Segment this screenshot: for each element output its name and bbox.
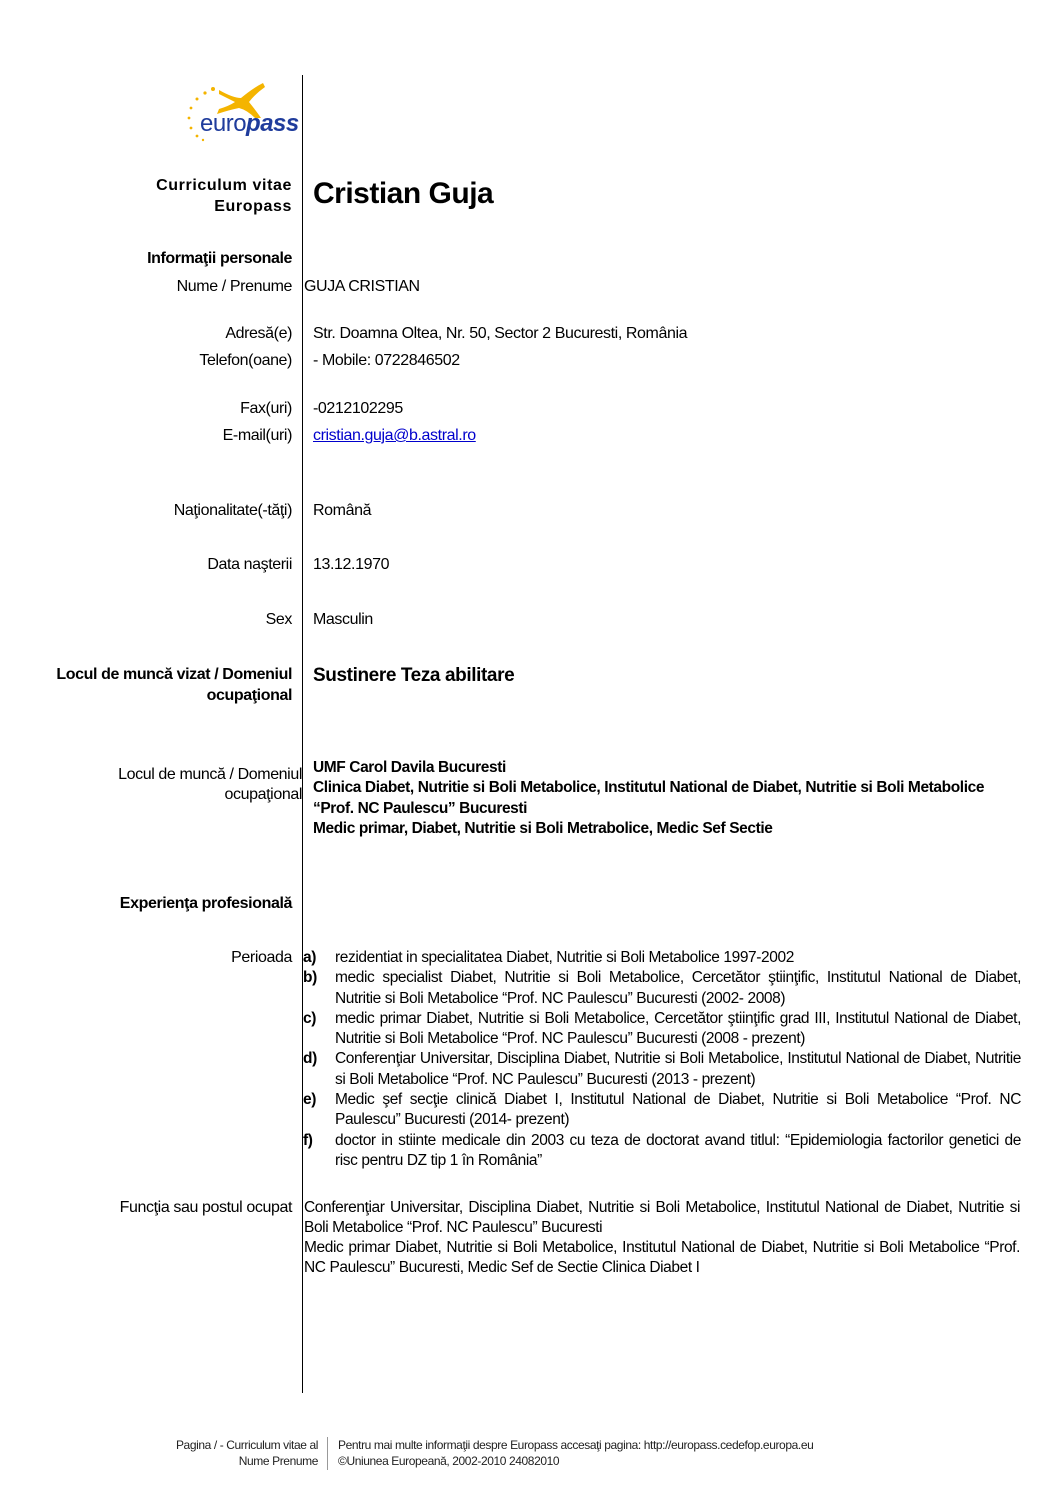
section-personal-info: Informaţii personale [147,250,292,267]
list-text: Medic şef secţie clinică Diabet I, Institutul National de Diabet, Nutritie si Boli Metabolice “Prof. NC Paulescu” Bucuresti (2014- prezent) [335,1091,1021,1129]
list-marker: a) [303,949,316,966]
current-label-line2: ocupaţional [224,786,302,803]
list-marker: e) [303,1091,316,1109]
value-phone: - Mobile: 0722846502 [313,352,460,369]
list-marker: d) [303,1050,317,1068]
cv-label [156,175,292,217]
list-text: doctor in stiinte medicale din 2003 cu teza de doctorat avand titlul: “Epidemiologia factorilor genetici de risc pentru DZ tip 1 în România” [335,1131,1021,1169]
list-text: medic primar Diabet, Nutritie si Boli Metabolice, Cercetător ştiinţific grad III, Institutul National de Diabet, Nutritie si Boli Metabolice “Prof. NC Paulescu” Bucuresti (2008 - prezent) [335,1009,1021,1048]
footer-left [176,1437,318,1469]
list-marker: c) [303,1009,316,1027]
desired-label-line1: Locul de muncă vizat / Domeniul [56,666,292,683]
value-sex: Masculin [313,611,373,628]
list-item [303,968,1021,1009]
current-job-label [118,765,302,805]
current-job-value [313,758,1021,839]
value-address: Str. Doamna Oltea, Nr. 50, Sector 2 Bucuresti, România [313,325,688,342]
position-line: Medic primar Diabet, Nutritie si Boli Metabolice, Institutul National de Diabet, Nutritie si Boli Metabolice “Prof. NC Paulescu” Bucuresti, Medic Sef de Sectie Clinica Diabet I [304,1239,1020,1276]
list-text: medic specialist Diabet, Nutritie si Boli Metabolice, Cercetător ştiinţific, Institutul National de Diabet, Nutritie si Boli Metabolice “Prof. NC Paulescu” Bucuresti (2002- 2008) [335,969,1021,1007]
label-position: Funcţia sau postul ocupat [119,1199,292,1216]
label-name: Nume / Prenume [176,278,292,295]
label-nationality: Naţionalitate(-tăţi) [173,502,292,519]
experience-list [303,948,1021,1171]
cv-label-line1: Curriculum vitae [156,177,292,194]
list-item [303,948,1021,968]
list-item [303,1090,1021,1131]
cv-label-line2: Europass [214,198,292,215]
section-experience: Experienţa profesională [119,895,292,912]
current-line: Medic primar, Diabet, Nutritie si Boli Metrabolice, Medic Sef Sectie [313,819,773,837]
list-item [303,1049,1021,1090]
label-email: E-mail(uri) [222,427,292,444]
desired-label-line2: ocupaţional [206,687,292,704]
list-text: rezidentiat in specialitatea Diabet, Nutritie si Boli Metabolice 1997-2002 [335,949,794,966]
europass-logo [183,78,301,144]
list-text: Conferenţiar Universitar, Disciplina Diabet, Nutritie si Boli Metabolice, Institutul National de Diabet, Nutritie si Boli Metabolice “Prof. NC Paulescu” Bucuresti (2013 - prezent) [335,1050,1021,1088]
current-line: Clinica Diabet, Nutritie si Boli Metabolice, Institutul National de Diabet, Nutritie si Boli Metabolice “Prof. NC Paulescu” Bucuresti [313,779,985,817]
footer-right-line2: ©Uniunea Europeană, 2002-2010 24082010 [338,1454,560,1468]
label-phone: Telefon(oane) [199,352,292,369]
label-period: Perioada [231,949,292,966]
desired-job-value: Sustinere Teza abilitare [313,665,515,686]
value-name: GUJA CRISTIAN [304,278,420,295]
footer-right [338,1437,813,1469]
list-marker: f) [303,1131,313,1149]
column-divider [302,75,303,1393]
email-link[interactable]: cristian.guja@b.astral.ro [313,427,476,444]
value-email-wrap [313,426,1021,446]
person-name: Cristian Guja [313,177,494,210]
value-fax: -0212102295 [313,400,403,417]
label-birthdate: Data naşterii [207,556,292,573]
position-line: Conferenţiar Universitar, Disciplina Diabet, Nutritie si Boli Metabolice, Institutul National de Diabet, Nutritie si Boli Metabolice “Prof. NC Paulescu” Bucuresti [304,1199,1020,1236]
logo-text-pass: pass [246,110,299,137]
footer-left-line1: Pagina / - Curriculum vitae al [175,1438,318,1452]
current-label-line1: Locul de muncă / Domeniul [118,766,302,783]
value-position [304,1198,1020,1278]
list-item [303,1131,1021,1172]
current-line: UMF Carol Davila Bucuresti [313,759,506,776]
list-marker: b) [303,969,317,987]
desired-job-label [56,664,292,706]
value-birthdate: 13.12.1970 [313,556,390,573]
logo-text-euro: euro [200,110,247,137]
list-item [303,1009,1021,1050]
label-sex: Sex [265,611,292,628]
label-address: Adresă(e) [225,325,292,342]
footer-divider [327,1437,328,1470]
footer-right-line1: Pentru mai multe informaţii despre Europass accesaţi pagina: http://europass.cedefop.europa.eu [338,1438,814,1452]
footer-left-line2: Nume Prenume [238,1454,318,1468]
value-nationality: Română [313,502,372,519]
label-fax: Fax(uri) [240,400,292,417]
